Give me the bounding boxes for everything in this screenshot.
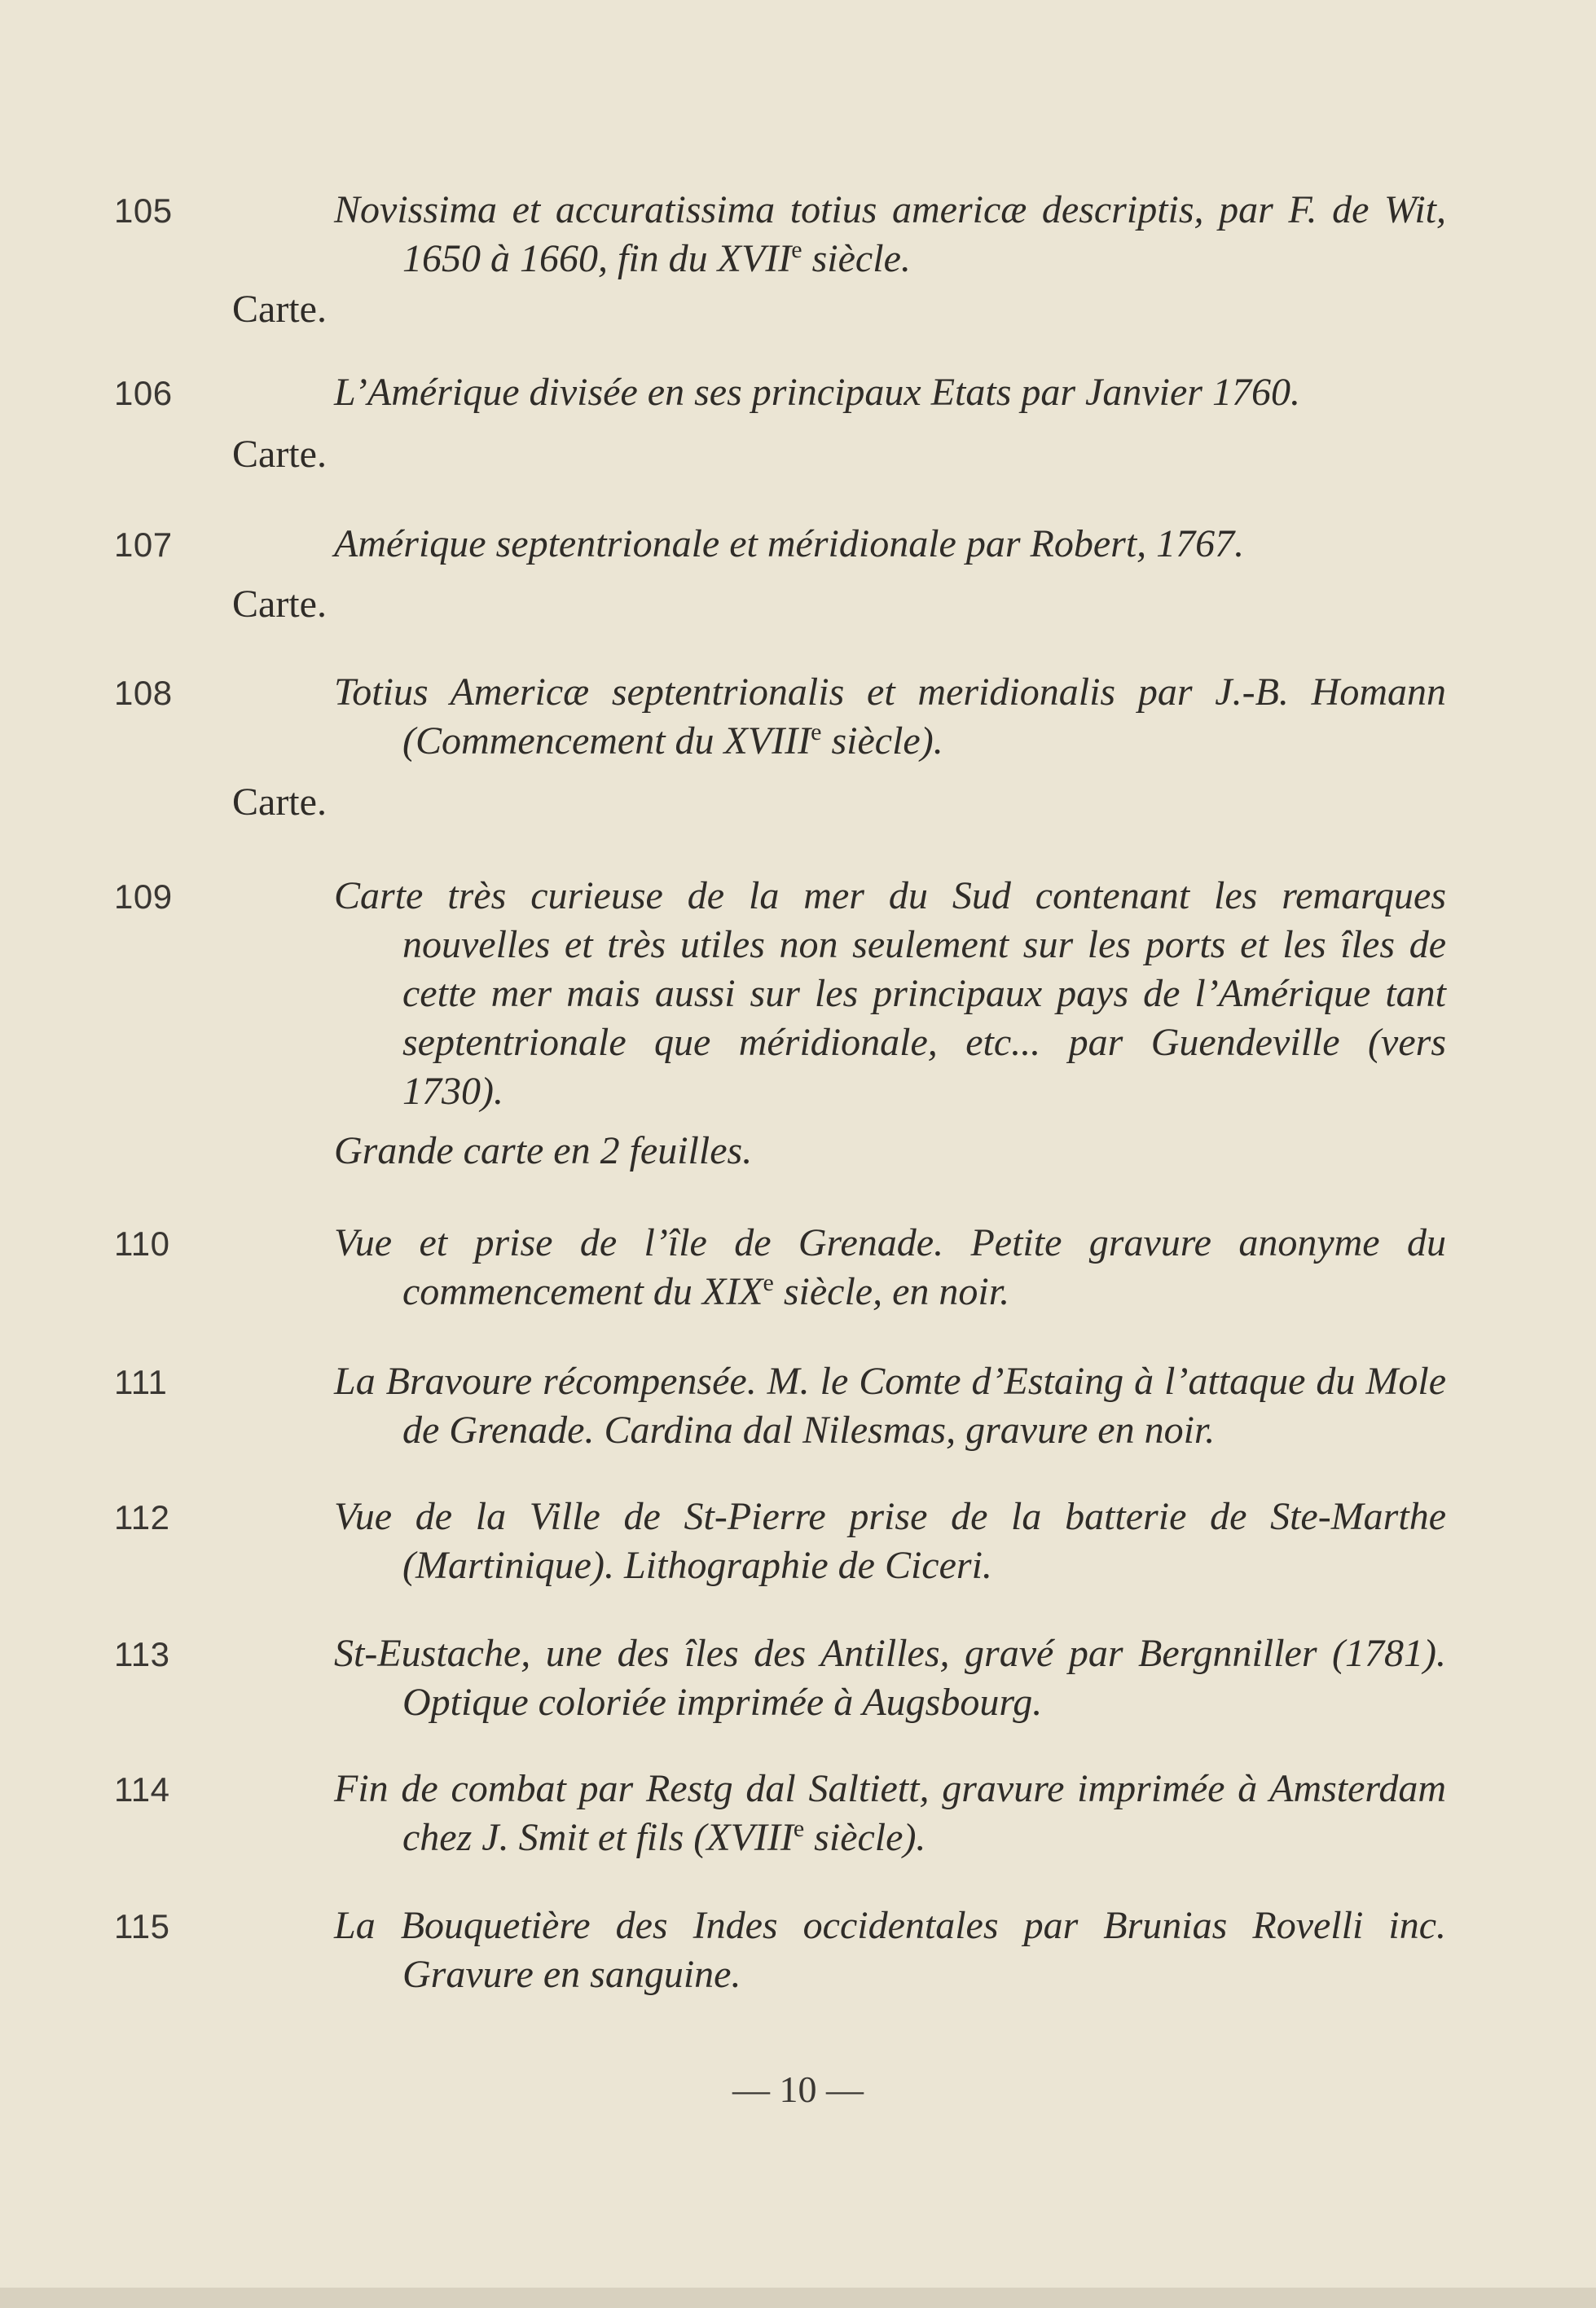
entry-note: Carte. (232, 582, 327, 626)
entry-note: Carte. (232, 780, 327, 824)
entry-note: Grande carte en 2 feuilles. (334, 1129, 753, 1172)
entry-title: L’Amérique divisée en ses principaux Etats par Janvier 1760. (334, 371, 1300, 414)
page-edge (0, 2288, 1596, 2308)
entry-number: 106 (114, 374, 173, 412)
entry-number: 112 (114, 1498, 170, 1536)
entry-title: Totius Americæ septentrionalis et meridionalis par J.-B. Homann (Commencement du XVIIIe siècle). (334, 670, 1446, 763)
entry-number: 114 (114, 1770, 170, 1809)
entry-number: 111 (114, 1363, 168, 1401)
entry-title: Novissima et accuratissima totius americæ descriptis, par F. de Wit, 1650 à 1660, fin du XVIIe siècle. (334, 188, 1446, 280)
entry-note: Carte. (232, 433, 327, 476)
entry-number: 105 (114, 191, 173, 230)
page-number: — 10 — (732, 2068, 864, 2110)
entry-title: Vue de la Ville de St-Pierre prise de la batterie de Ste-Marthe (Martinique). Lithographie de Ciceri. (334, 1495, 1446, 1587)
entry-number: 108 (114, 674, 173, 712)
entry-number: 109 (114, 877, 173, 916)
entry-title: Vue et prise de l’île de Grenade. Petite gravure anonyme du commencement du XIXe siècle, en noir. (334, 1221, 1446, 1313)
entry-title: Carte très curieuse de la mer du Sud contenant les remarques nouvelles et très utiles non seulement sur les ports et les îles de cette mer mais aussi sur les principaux pays de l’Amérique tant septentrionale que méridionale, etc... par Guendeville (vers 1730). (334, 874, 1446, 1113)
entry-title: La Bouquetière des Indes occidentales par Brunias Rovelli inc. Gravure en sanguine. (334, 1904, 1446, 1996)
entry-number: 110 (114, 1224, 170, 1263)
entry-title: Fin de combat par Restg dal Saltiett, gravure imprimée à Amsterdam chez J. Smit et fils (XVIIIe siècle). (334, 1767, 1446, 1859)
entry-note: Carte. (232, 288, 327, 331)
entry-number: 107 (114, 525, 173, 564)
entry-title: La Bravoure récompensée. M. le Comte d’Estaing à l’attaque du Mole de Grenade. Cardina dal Nilesmas, gravure en noir. (334, 1360, 1446, 1452)
entry-title: Amérique septentrionale et méridionale par Robert, 1767. (334, 522, 1245, 565)
entry-number: 115 (114, 1907, 170, 1945)
entry-number: 113 (114, 1635, 170, 1673)
entry-title: St-Eustache, une des îles des Antilles, gravé par Bergnniller (1781). Optique coloriée imprimée à Augsbourg. (334, 1632, 1446, 1724)
